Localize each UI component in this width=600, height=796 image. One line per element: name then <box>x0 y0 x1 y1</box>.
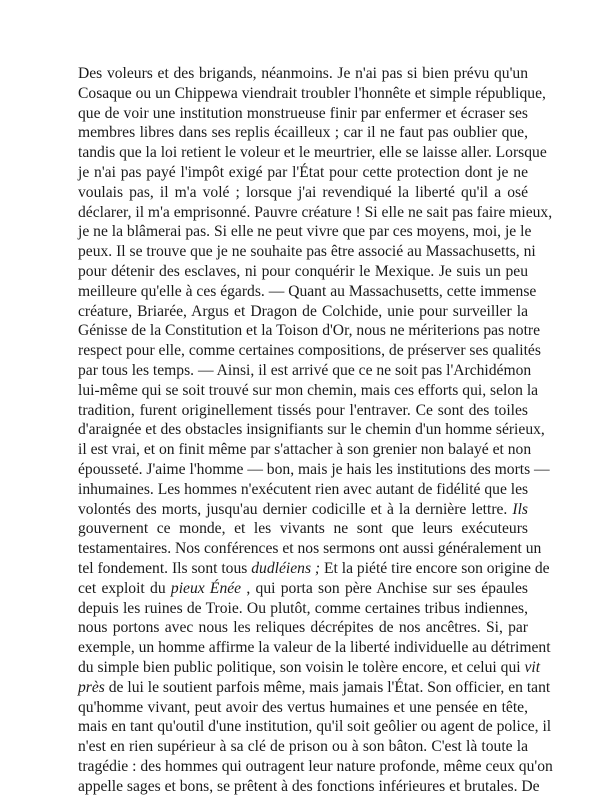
text-line <box>78 678 551 698</box>
text-run: tandis que la loi retient le voleur et le meurtrier, elle se laisse aller. Lorsque <box>78 144 547 162</box>
italic-text: près <box>78 678 105 696</box>
text-line <box>78 262 528 282</box>
text-run: appelle sages et bons, se prêtent à des fonctions inférieures et brutales. De <box>78 777 540 795</box>
document-page <box>78 64 553 796</box>
text-line <box>78 460 550 480</box>
text-line <box>78 183 528 203</box>
text-run: je n'ai pas payé l'impôt exigé par l'État pour cette protection dont je ne <box>78 163 528 181</box>
text-line <box>78 401 528 421</box>
italic-text: pieux Énée <box>170 579 242 597</box>
text-line <box>78 242 536 262</box>
text-run: lui-même qui se soit trouvé sur mon chemin, mais ces efforts qui, selon la <box>78 381 539 399</box>
text-run: tel fondement. Ils sont tous <box>78 559 252 577</box>
text-line <box>78 104 528 124</box>
text-line <box>78 123 528 143</box>
text-run: tragédie : des hommes qui outragent leur nature profonde, même ceux qu'on <box>78 757 553 775</box>
text-run: cet exploit du <box>78 579 171 597</box>
text-line <box>78 302 528 322</box>
italic-text: Ils <box>512 500 528 518</box>
text-line <box>78 737 528 757</box>
text-run: déclarer, il m'a emprisonné. Pauvre créature ! Si elle ne sait pas faire mieux, <box>78 203 553 221</box>
text-line <box>78 618 528 638</box>
text-run: inhumaines. Les hommes n'exécutent rien avec autant de fidélité que les <box>78 480 529 498</box>
text-run: Génisse de la Constitution et la Toison d'Or, nous ne mériterions pas notre <box>78 322 541 340</box>
text-run: exemple, un homme affirme la valeur de la liberté individuelle au détriment <box>78 639 551 657</box>
text-run: respect pour elle, comme certaines compositions, de préserver ses qualités <box>78 342 541 360</box>
text-line <box>78 64 528 84</box>
text-line <box>78 480 528 500</box>
text-run: je ne la blâmerai pas. Si elle ne peut vivre que par ces moyens, moi, je le <box>78 223 532 241</box>
text-run: créature, Briarée, Argus et Dragon de Colchide, unie pour surveiller la <box>78 302 528 320</box>
text-line <box>78 361 532 381</box>
text-run: volontés des morts, jusqu'au dernier codicille et à la dernière lettre. <box>78 500 513 518</box>
text-run: que de voir une institution monstrueuse finir par enfermer et écraser ses <box>78 104 528 122</box>
text-run: n'est en rien supérieur à sa clé de prison ou à son bâton. C'est là toute la <box>78 738 528 756</box>
text-run: peux. Il se trouve que je ne souhaite pas être associé au Massachusetts, ni <box>78 243 536 261</box>
text-run: depuis les ruines de Troie. Ou plutôt, comme certaines tribus indiennes, <box>78 599 528 617</box>
text-line <box>78 440 532 460</box>
text-line <box>78 420 545 440</box>
text-line <box>78 579 528 599</box>
text-run: d'araignée et des obstacles insignifiants sur le chemin d'un homme sérieux, <box>78 421 545 439</box>
text-line <box>78 559 550 579</box>
italic-text: dudléiens ; <box>251 559 321 577</box>
text-line <box>78 698 528 718</box>
text-line <box>78 777 540 796</box>
text-run: gouvernent ce monde, et les vivants ne sont que leurs exécuteurs <box>78 520 528 538</box>
text-run: testamentaires. Nos conférences et nos sermons ont aussi généralement un <box>78 540 542 558</box>
text-run: tradition, furent originellement tissés pour l'entraver. Ce sont des toiles <box>78 401 528 419</box>
text-run: meilleure qu'elle à ces égards. — Quant au Massachusetts, cette immense <box>78 282 537 300</box>
text-run: épousseté. J'aime l'homme — bon, mais je hais les institutions des morts — <box>78 460 550 478</box>
text-line <box>78 658 541 678</box>
text-line <box>78 599 528 619</box>
text-run: voulais pas, il m'a volé ; lorsque j'ai revendiqué la liberté qu'il a osé <box>78 183 528 201</box>
text-run: par tous les temps. — Ainsi, il est arrivé que ce ne soit pas l'Archidémon <box>78 361 532 379</box>
text-line <box>78 341 541 361</box>
text-run: de lui le soutient parfois même, mais jamais l'État. Son officier, en tant <box>104 678 551 696</box>
text-line <box>78 638 551 658</box>
text-line <box>78 717 552 737</box>
text-run: du simple bien public politique, son voisin le tolère encore, et celui qui <box>78 658 525 676</box>
italic-text: vit <box>524 658 541 676</box>
text-line <box>78 163 528 183</box>
text-run: il est vrai, et on finit même par s'attacher à son grenier non balayé et non <box>78 441 532 459</box>
text-line <box>78 500 528 520</box>
text-run: membres libres dans ses replis écailleux ; car il ne faut pas oublier que, <box>78 124 528 142</box>
text-run: Et la piété tire encore son origine de <box>320 559 550 577</box>
text-line <box>78 381 539 401</box>
text-line <box>78 222 532 242</box>
text-run: nous portons avec nous les reliques décrépites de nos ancêtres. Si, par <box>78 619 528 637</box>
text-run: Cosaque ou un Chippewa viendrait troubler l'honnête et simple république, <box>78 84 546 102</box>
text-line <box>78 143 547 163</box>
text-run: , qui porta son père Anchise sur ses épaules <box>241 579 528 597</box>
text-run: Des voleurs et des brigands, néanmoins. Je n'ai pas si bien prévu qu'un <box>78 65 528 82</box>
text-line <box>78 321 541 341</box>
body-paragraph <box>78 64 553 796</box>
text-run: qu'homme vivant, peut avoir des vertus humaines et une pensée en tête, <box>78 698 528 716</box>
text-line <box>78 519 528 539</box>
text-line <box>78 84 546 104</box>
text-line <box>78 757 553 777</box>
text-line <box>78 203 553 223</box>
text-line <box>78 282 537 302</box>
text-run: mais en tant qu'outil d'une institution, qu'il soit geôlier ou agent de police, il <box>78 718 552 736</box>
text-line <box>78 539 542 559</box>
text-run: pour détenir des esclaves, ni pour conquérir le Mexique. Je suis un peu <box>78 262 528 280</box>
